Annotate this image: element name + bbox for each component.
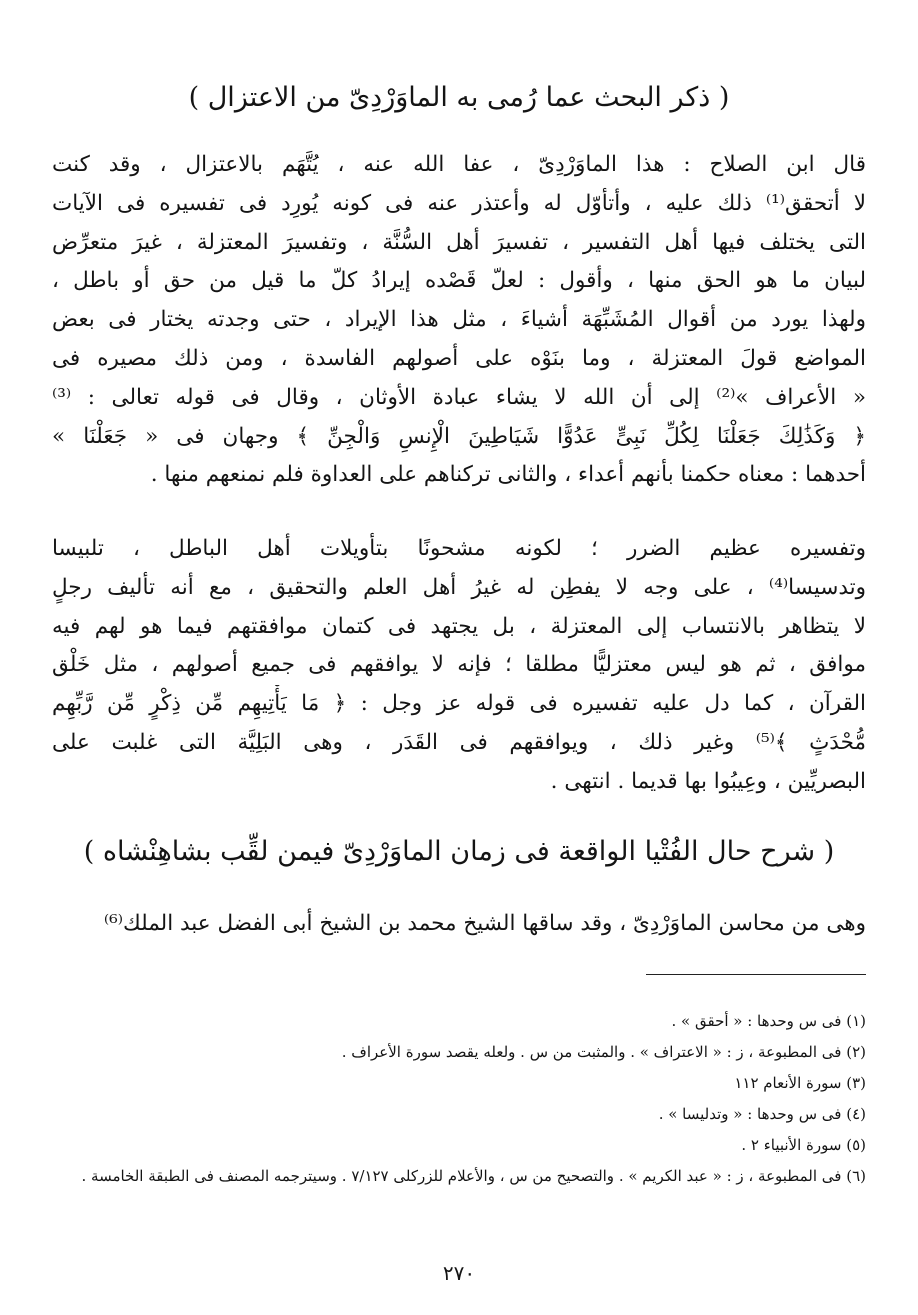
paragraph-fatwa-intro <box>52 905 866 944</box>
footnote-separator <box>646 974 866 975</box>
footnote: (٣) سورة الأنعام ١١٢ <box>734 1074 866 1092</box>
text-line: البصريِّين ، وعِيبُوا بها قديما . انتهى . <box>550 768 866 794</box>
text-line: ولهذا يورد من أقوال المُشَبِّهَة أشياءَ ، مثل هذا الإيراد ، حتى وجدته يختار فى بعض <box>52 307 866 333</box>
text-line: « الأعراف »⁽²⁾ إلى أن الله لا يشاء عبادة الأوثان ، وقال فى قوله تعالى : ⁽³⁾ <box>52 384 866 410</box>
text-line: المواضع قولَ المعتزلة ، وما بنَوْه على أصولهم الفاسدة ، ومن ذلك مصيره فى <box>52 345 866 371</box>
quran-verse-line: ﴿ وَكَذَٰلِكَ جَعَلْنَا لِكُلِّ نَبِىٍّ عَدُوًّا شَيَاطِينَ الْإِنسِ وَالْجِنِّ ﴾ وجهان فى « جَعَلْنَا » <box>52 423 866 449</box>
text-line: وتفسيره عظيم الضرر ؛ لكونه مشحونًا بتأويلات أهل الباطل ، تلبيسا <box>52 536 866 561</box>
paragraph-tafsir-harm <box>52 530 866 802</box>
footnote: (٤) فى س وحدها : « وتدليسا » . <box>658 1105 866 1123</box>
footnotes <box>52 1009 866 1195</box>
text-line: مُّحْدَثٍ ﴾⁽⁵⁾ وغير ذلك ، ويوافقهم فى القَدَر ، وهى البَلِيَّة التى غلبت على <box>52 729 866 755</box>
paragraph-ibn-salah-quote <box>52 146 866 495</box>
text-line: أحدهما : معناه حكمنا بأنهم أعداء ، والثانى تركناهم على العداوة فلم نمنعهم منها . <box>150 462 866 488</box>
quran-verse-line: القرآن ، كما دل عليه تفسيره فى قوله عز وجل : ﴿ مَا يَأْتِيهِم مِّن ذِكْرٍ مِّن رَّبِّهِم <box>52 691 866 717</box>
footnote: (٥) سورة الأنبياء ٢ . <box>741 1136 866 1154</box>
section-heading-mawardi-mutazila: ( ذكر البحث عما رُمى به الماوَرْدِىّ من الاعتزال ) <box>188 82 730 113</box>
text-line: لا أتحقق⁽¹⁾ ذلك عليه ، وأتأوّل له وأعتذر عنه فى كونه يُورِد فى تفسيره فى الآيات <box>52 190 866 216</box>
text-line: قال ابن الصلاح : هذا الماوَرْدِىّ ، عفا الله عنه ، يُتَّهَم بالاعتزال ، وقد كنت <box>52 152 866 177</box>
page-number: ٢٧٠ <box>442 1261 476 1285</box>
section-heading-fatwa-shahanshah: ( شرح حال الفُتْيا الواقعة فى زمان الماوَرْدِىّ فيمن لقِّب بشاهِنْشاه ) <box>83 836 835 867</box>
text-line: وتدسيسا⁽⁴⁾ ، على وجه لا يفطِن له غيرُ أهل العلم والتحقيق ، مع أنه تأليف رجلٍ <box>52 574 866 600</box>
footnote: (٢) فى المطبوعة ، ز : « الاعتراف » . والمثبت من س . ولعله يقصد سورة الأعراف . <box>341 1043 866 1061</box>
footnote: (٦) فى المطبوعة ، ز : « عبد الكريم » . والتصحيح من س ، والأعلام للزركلى ٧/١٢٧ . وسيترجمه المصنف فى الطبقة الخامسة . <box>81 1167 866 1185</box>
footnote: (١) فى س وحدها : « أحقق » . <box>671 1012 866 1030</box>
text-line: التى يختلف فيها أهل التفسير ، تفسيرَ أهل السُّنَّة ، وتفسيرَ المعتزلة ، غيرَ متعرِّض <box>52 229 866 255</box>
text-line: موافق ، ثم هو ليس معتزليًّا مطلقا ؛ فإنه لا يوافقهم فى جميع أصولهم ، مثل خَلْق <box>52 652 866 678</box>
text-line: لا يتظاهر بالانتساب إلى المعتزلة ، بل يجتهد فى كتمان موافقتهم فيما هو لهم فيه <box>52 613 866 639</box>
text-line: وهى من محاسن الماوَرْدِىّ ، وقد ساقها الشيخ محمد بن الشيخ أبى الفضل عبد الملك⁽⁶⁾ <box>103 911 866 936</box>
text-line: لبيان ما هو الحق منها ، وأقول : لعلّ قَصْده إيرادُ كلّ ما قيل من حق أو باطل ، <box>52 268 866 294</box>
